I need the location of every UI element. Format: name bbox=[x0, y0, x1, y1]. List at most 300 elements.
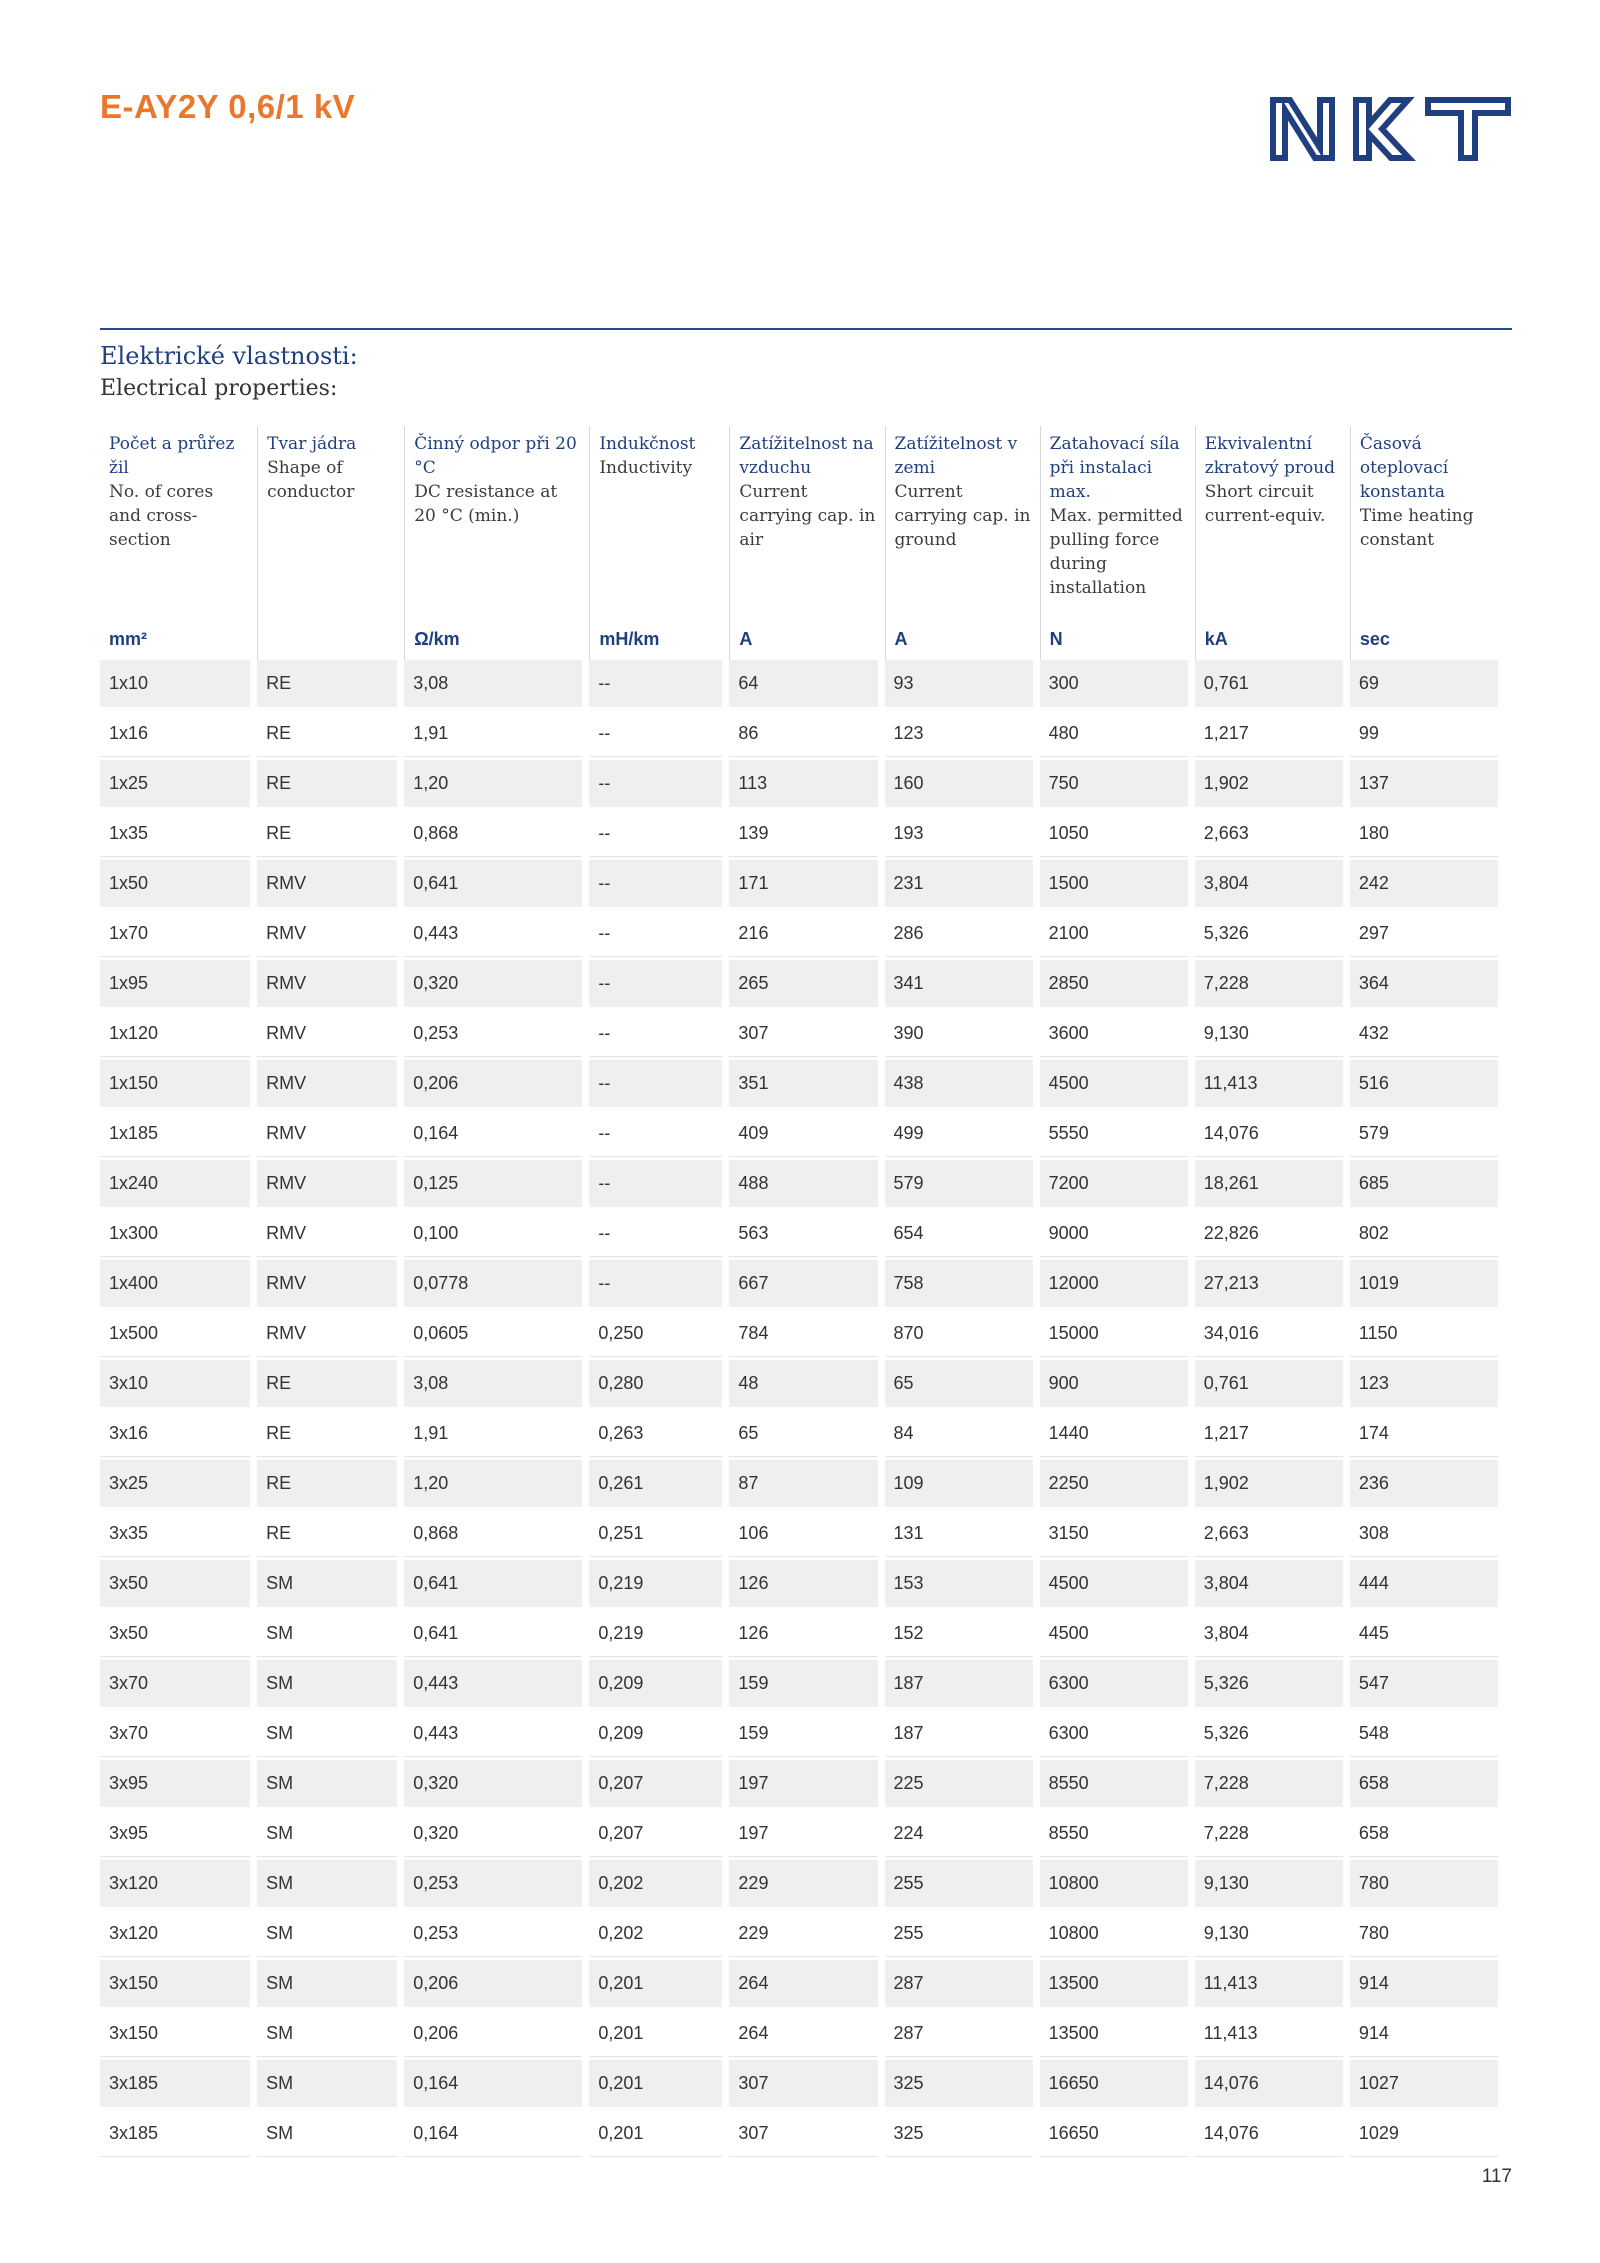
table-cell: 0,100 bbox=[404, 1210, 582, 1260]
table-cell: 123 bbox=[1350, 1360, 1498, 1410]
table-cell: 3150 bbox=[1040, 1510, 1188, 1560]
table-cell: 3x150 bbox=[100, 1960, 250, 2010]
table-cell: 216 bbox=[729, 910, 877, 960]
table-cell: 3x25 bbox=[100, 1460, 250, 1510]
table-cell: 160 bbox=[885, 760, 1033, 810]
table-cell: RE bbox=[257, 1360, 397, 1410]
table-row bbox=[100, 1560, 1498, 1610]
table-cell: 547 bbox=[1350, 1660, 1498, 1710]
table-cell: 264 bbox=[729, 2010, 877, 2060]
nkt-logo bbox=[1268, 96, 1512, 162]
table-cell: 0,202 bbox=[589, 1860, 722, 1910]
table-cell: 255 bbox=[885, 1910, 1033, 1960]
table-cell: 7,228 bbox=[1195, 1760, 1343, 1810]
table-cell: 0,209 bbox=[589, 1660, 722, 1710]
table-cell: SM bbox=[257, 2060, 397, 2110]
table-cell: 0,206 bbox=[404, 2010, 582, 2060]
unit-label: A bbox=[729, 614, 877, 660]
table-cell: 10800 bbox=[1040, 1910, 1188, 1960]
table-cell: RMV bbox=[257, 1260, 397, 1310]
table-cell: 1,91 bbox=[404, 1410, 582, 1460]
table-cell: 242 bbox=[1350, 860, 1498, 910]
table-cell: RE bbox=[257, 810, 397, 860]
table-cell: -- bbox=[589, 760, 722, 810]
table-cell: 0,263 bbox=[589, 1410, 722, 1460]
table-cell: 0,641 bbox=[404, 1610, 582, 1660]
table-cell: 65 bbox=[729, 1410, 877, 1460]
table-cell: 784 bbox=[729, 1310, 877, 1360]
table-cell: 123 bbox=[885, 710, 1033, 760]
table-cell: 750 bbox=[1040, 760, 1188, 810]
table-cell: 152 bbox=[885, 1610, 1033, 1660]
table-cell: 0,443 bbox=[404, 910, 582, 960]
table-cell: 174 bbox=[1350, 1410, 1498, 1460]
table-cell: 658 bbox=[1350, 1760, 1498, 1810]
table-cell: SM bbox=[257, 1760, 397, 1810]
table-cell: 5,326 bbox=[1195, 1710, 1343, 1760]
table-cell: RMV bbox=[257, 1060, 397, 1110]
table-cell: 0,320 bbox=[404, 960, 582, 1010]
table-cell: -- bbox=[589, 1010, 722, 1060]
table-cell: 0,641 bbox=[404, 1560, 582, 1610]
table-cell: 3x35 bbox=[100, 1510, 250, 1560]
table-cell: 3x95 bbox=[100, 1760, 250, 1810]
table-cell: 2,663 bbox=[1195, 1510, 1343, 1560]
table-row bbox=[100, 1410, 1498, 1460]
table-cell: 0,761 bbox=[1195, 660, 1343, 710]
table-cell: SM bbox=[257, 2110, 397, 2160]
table-cell: 444 bbox=[1350, 1560, 1498, 1610]
table-cell: 325 bbox=[885, 2110, 1033, 2160]
table-cell: 390 bbox=[885, 1010, 1033, 1060]
section-subtitle: Electrical properties: bbox=[100, 376, 338, 401]
table-cell: 8550 bbox=[1040, 1760, 1188, 1810]
table-row bbox=[100, 1910, 1498, 1960]
table-cell: 286 bbox=[885, 910, 1033, 960]
table-cell: 236 bbox=[1350, 1460, 1498, 1510]
table-cell: 87 bbox=[729, 1460, 877, 1510]
table-cell: 0,219 bbox=[589, 1560, 722, 1610]
table-cell: RMV bbox=[257, 910, 397, 960]
table-cell: 308 bbox=[1350, 1510, 1498, 1560]
table-cell: SM bbox=[257, 1660, 397, 1710]
table-cell: RMV bbox=[257, 860, 397, 910]
table-cell: 3x95 bbox=[100, 1810, 250, 1860]
table-cell: 0,201 bbox=[589, 1960, 722, 2010]
table-cell: 480 bbox=[1040, 710, 1188, 760]
table-cell: 0,0778 bbox=[404, 1260, 582, 1310]
table-cell: 3600 bbox=[1040, 1010, 1188, 1060]
table-cell: 224 bbox=[885, 1810, 1033, 1860]
table-cell: 69 bbox=[1350, 660, 1498, 710]
table-row bbox=[100, 1310, 1498, 1360]
table-cell: 341 bbox=[885, 960, 1033, 1010]
table-cell: 0,761 bbox=[1195, 1360, 1343, 1410]
table-cell: 187 bbox=[885, 1710, 1033, 1760]
table-cell: -- bbox=[589, 860, 722, 910]
table-cell: 685 bbox=[1350, 1160, 1498, 1210]
table-cell: 3x120 bbox=[100, 1860, 250, 1910]
table-cell: 16650 bbox=[1040, 2060, 1188, 2110]
table-cell: 667 bbox=[729, 1260, 877, 1310]
table-cell: 13500 bbox=[1040, 2010, 1188, 2060]
table-cell: 9000 bbox=[1040, 1210, 1188, 1260]
table-row bbox=[100, 1510, 1498, 1560]
table-cell: RE bbox=[257, 760, 397, 810]
table-cell: 171 bbox=[729, 860, 877, 910]
table-cell: 3x120 bbox=[100, 1910, 250, 1960]
table-cell: RMV bbox=[257, 1110, 397, 1160]
table-cell: 4500 bbox=[1040, 1610, 1188, 1660]
table-cell: 0,320 bbox=[404, 1760, 582, 1810]
section-title: Elektrické vlastnosti: bbox=[100, 342, 358, 370]
table-cell: 1x500 bbox=[100, 1310, 250, 1360]
column-header: Ekvivalentní zkratový proud Short circuit current-equiv. bbox=[1195, 426, 1343, 614]
table-cell: 3x185 bbox=[100, 2060, 250, 2110]
table-cell: RMV bbox=[257, 1310, 397, 1360]
page-number: 117 bbox=[1481, 2166, 1512, 2187]
table-cell: 109 bbox=[885, 1460, 1033, 1510]
table-cell: 3x185 bbox=[100, 2110, 250, 2160]
table-cell: RE bbox=[257, 710, 397, 760]
unit-label: A bbox=[885, 614, 1033, 660]
table-row bbox=[100, 1860, 1498, 1910]
table-cell: SM bbox=[257, 1960, 397, 2010]
table-cell: 13500 bbox=[1040, 1960, 1188, 2010]
table-cell: 0,261 bbox=[589, 1460, 722, 1510]
table-cell: SM bbox=[257, 1910, 397, 1960]
table-cell: 2850 bbox=[1040, 960, 1188, 1010]
table-cell: 2100 bbox=[1040, 910, 1188, 960]
table-cell: 0,164 bbox=[404, 2110, 582, 2160]
table-cell: 193 bbox=[885, 810, 1033, 860]
column-header: Počet a průřez žil No. of cores and cross-section bbox=[109, 434, 235, 550]
table-row bbox=[100, 1210, 1498, 1260]
table-cell: 7,228 bbox=[1195, 1810, 1343, 1860]
table-cell: 137 bbox=[1350, 760, 1498, 810]
table-cell: 3x70 bbox=[100, 1660, 250, 1710]
table-cell: SM bbox=[257, 1710, 397, 1760]
table-cell: 1x150 bbox=[100, 1060, 250, 1110]
table-cell: 579 bbox=[885, 1160, 1033, 1210]
table-cell: 1x25 bbox=[100, 760, 250, 810]
table-cell: -- bbox=[589, 1110, 722, 1160]
table-cell: -- bbox=[589, 710, 722, 760]
table-cell: 563 bbox=[729, 1210, 877, 1260]
table-cell: 6300 bbox=[1040, 1710, 1188, 1760]
table-cell: 8550 bbox=[1040, 1810, 1188, 1860]
table-cell: 159 bbox=[729, 1660, 877, 1710]
table-cell: RMV bbox=[257, 960, 397, 1010]
table-cell: RMV bbox=[257, 1160, 397, 1210]
table-row bbox=[100, 1660, 1498, 1710]
table-cell: -- bbox=[589, 810, 722, 860]
table-cell: 658 bbox=[1350, 1810, 1498, 1860]
table-cell: 287 bbox=[885, 1960, 1033, 2010]
table-cell: 6300 bbox=[1040, 1660, 1188, 1710]
table-cell: 197 bbox=[729, 1810, 877, 1860]
table-cell: 1x240 bbox=[100, 1160, 250, 1210]
table-cell: 255 bbox=[885, 1860, 1033, 1910]
table-cell: 99 bbox=[1350, 710, 1498, 760]
table-cell: 14,076 bbox=[1195, 1110, 1343, 1160]
table-cell: 3,08 bbox=[404, 1360, 582, 1410]
table-cell: RMV bbox=[257, 1010, 397, 1060]
table-cell: 0,253 bbox=[404, 1910, 582, 1960]
table-row bbox=[100, 1710, 1498, 1760]
table-cell: 153 bbox=[885, 1560, 1033, 1610]
table-cell: 0,206 bbox=[404, 1960, 582, 2010]
table-cell: 2,663 bbox=[1195, 810, 1343, 860]
table-cell: SM bbox=[257, 2010, 397, 2060]
table-row bbox=[100, 710, 1498, 760]
table-cell: -- bbox=[589, 910, 722, 960]
page-title: E-AY2Y 0,6/1 kV bbox=[100, 88, 356, 125]
table-row bbox=[100, 1060, 1498, 1110]
table-cell: 0,164 bbox=[404, 1110, 582, 1160]
table-cell: -- bbox=[589, 1210, 722, 1260]
table-cell: 106 bbox=[729, 1510, 877, 1560]
table-cell: 0,201 bbox=[589, 2010, 722, 2060]
unit-label bbox=[257, 614, 397, 660]
column-header: Indukčnost Inductivity bbox=[589, 426, 722, 614]
table-cell: 1x16 bbox=[100, 710, 250, 760]
table-row bbox=[100, 1160, 1498, 1210]
table-cell: 139 bbox=[729, 810, 877, 860]
table-cell: 0,206 bbox=[404, 1060, 582, 1110]
table-cell: 780 bbox=[1350, 1910, 1498, 1960]
table-cell: 11,413 bbox=[1195, 2010, 1343, 2060]
table-cell: 159 bbox=[729, 1710, 877, 1760]
table-cell: 1440 bbox=[1040, 1410, 1188, 1460]
table-cell: 187 bbox=[885, 1660, 1033, 1710]
table-cell: 0,253 bbox=[404, 1860, 582, 1910]
table-cell: 0,207 bbox=[589, 1760, 722, 1810]
table-cell: 265 bbox=[729, 960, 877, 1010]
table-cell: 14,076 bbox=[1195, 2060, 1343, 2110]
table-row bbox=[100, 960, 1498, 1010]
unit-label: sec bbox=[1350, 614, 1498, 660]
table-cell: 516 bbox=[1350, 1060, 1498, 1110]
table-cell: 16650 bbox=[1040, 2110, 1188, 2160]
table-cell: 1x70 bbox=[100, 910, 250, 960]
table-cell: 65 bbox=[885, 1360, 1033, 1410]
table-row bbox=[100, 1010, 1498, 1060]
table-cell: 126 bbox=[729, 1560, 877, 1610]
section-divider bbox=[100, 328, 1512, 330]
table-cell: 229 bbox=[729, 1910, 877, 1960]
table-cell: 27,213 bbox=[1195, 1260, 1343, 1310]
table-cell: 1x120 bbox=[100, 1010, 250, 1060]
table-cell: 0,868 bbox=[404, 1510, 582, 1560]
table-cell: 225 bbox=[885, 1760, 1033, 1810]
table-cell: 3x50 bbox=[100, 1610, 250, 1660]
table-row bbox=[100, 1610, 1498, 1660]
table-cell: 229 bbox=[729, 1860, 877, 1910]
table-cell: 34,016 bbox=[1195, 1310, 1343, 1360]
table-cell: 432 bbox=[1350, 1010, 1498, 1060]
table-cell: 1150 bbox=[1350, 1310, 1498, 1360]
table-cell: 1,217 bbox=[1195, 1410, 1343, 1460]
table-cell: 3x70 bbox=[100, 1710, 250, 1760]
unit-label: Ω/km bbox=[404, 614, 582, 660]
table-cell: 64 bbox=[729, 660, 877, 710]
table-cell: 93 bbox=[885, 660, 1033, 710]
table-cell: 14,076 bbox=[1195, 2110, 1343, 2160]
table-cell: 579 bbox=[1350, 1110, 1498, 1160]
table-row bbox=[100, 1110, 1498, 1160]
column-header: Tvar jádra Shape of conductor bbox=[257, 426, 397, 614]
table-cell: 3,804 bbox=[1195, 1560, 1343, 1610]
table-cell: 0,251 bbox=[589, 1510, 722, 1560]
table-cell: 488 bbox=[729, 1160, 877, 1210]
table-cell: 12000 bbox=[1040, 1260, 1188, 1310]
table-cell: 1,902 bbox=[1195, 760, 1343, 810]
table-cell: -- bbox=[589, 1060, 722, 1110]
table-cell: 0,219 bbox=[589, 1610, 722, 1660]
table-cell: 1x300 bbox=[100, 1210, 250, 1260]
table-cell: 1,20 bbox=[404, 760, 582, 810]
table-cell: 231 bbox=[885, 860, 1033, 910]
table-cell: 15000 bbox=[1040, 1310, 1188, 1360]
table-cell: 1027 bbox=[1350, 2060, 1498, 2110]
table-cell: 758 bbox=[885, 1260, 1033, 1310]
table-cell: 438 bbox=[885, 1060, 1033, 1110]
table-cell: 2250 bbox=[1040, 1460, 1188, 1510]
table-cell: RE bbox=[257, 1460, 397, 1510]
table-cell: 3,08 bbox=[404, 660, 582, 710]
table-row bbox=[100, 660, 1498, 710]
table-cell: 9,130 bbox=[1195, 1010, 1343, 1060]
table-cell: SM bbox=[257, 1860, 397, 1910]
table-cell: 1019 bbox=[1350, 1260, 1498, 1310]
table-row bbox=[100, 860, 1498, 910]
table-cell: 4500 bbox=[1040, 1560, 1188, 1610]
table-cell: 10800 bbox=[1040, 1860, 1188, 1910]
table-cell: 0,253 bbox=[404, 1010, 582, 1060]
table-row bbox=[100, 2010, 1498, 2060]
table-cell: RMV bbox=[257, 1210, 397, 1260]
table-cell: 1,20 bbox=[404, 1460, 582, 1510]
table-cell: 48 bbox=[729, 1360, 877, 1410]
table-cell: 4500 bbox=[1040, 1060, 1188, 1110]
table-cell: 5,326 bbox=[1195, 910, 1343, 960]
table-cell: 0,0605 bbox=[404, 1310, 582, 1360]
table-cell: 0,641 bbox=[404, 860, 582, 910]
table-cell: 3x50 bbox=[100, 1560, 250, 1610]
table-row bbox=[100, 1960, 1498, 2010]
table-cell: -- bbox=[589, 1160, 722, 1210]
table-cell: 548 bbox=[1350, 1710, 1498, 1760]
table-cell: 1,91 bbox=[404, 710, 582, 760]
table-row bbox=[100, 1760, 1498, 1810]
table-cell: 3,804 bbox=[1195, 860, 1343, 910]
table-cell: SM bbox=[257, 1810, 397, 1860]
column-header: Zatížitelnost v zemi Current carrying cap. in ground bbox=[885, 426, 1033, 614]
table-cell: 113 bbox=[729, 760, 877, 810]
table-cell: 802 bbox=[1350, 1210, 1498, 1260]
table-cell: RE bbox=[257, 660, 397, 710]
table-cell: 297 bbox=[1350, 910, 1498, 960]
table-row bbox=[100, 1260, 1498, 1310]
table-cell: 0,280 bbox=[589, 1360, 722, 1410]
table-row bbox=[100, 810, 1498, 860]
table-cell: 1029 bbox=[1350, 2110, 1498, 2160]
table-cell: 131 bbox=[885, 1510, 1033, 1560]
column-header: Časová oteplovací konstanta Time heating constant bbox=[1350, 426, 1498, 614]
table-cell: 307 bbox=[729, 2110, 877, 2160]
table-row bbox=[100, 1360, 1498, 1410]
unit-label: mH/km bbox=[589, 614, 722, 660]
table-cell: RE bbox=[257, 1410, 397, 1460]
table-cell: 3x10 bbox=[100, 1360, 250, 1410]
table-row bbox=[100, 1460, 1498, 1510]
table-cell: 3,804 bbox=[1195, 1610, 1343, 1660]
table-row bbox=[100, 910, 1498, 960]
table-body bbox=[100, 660, 1498, 2160]
table-row bbox=[100, 760, 1498, 810]
table-cell: 0,201 bbox=[589, 2060, 722, 2110]
table-cell: 1x95 bbox=[100, 960, 250, 1010]
table-cell: 1x400 bbox=[100, 1260, 250, 1310]
table-cell: 1,217 bbox=[1195, 710, 1343, 760]
table-cell: -- bbox=[589, 960, 722, 1010]
table-cell: 1x10 bbox=[100, 660, 250, 710]
table-cell: 0,125 bbox=[404, 1160, 582, 1210]
table-cell: 86 bbox=[729, 710, 877, 760]
table-cell: 1x35 bbox=[100, 810, 250, 860]
table-cell: 9,130 bbox=[1195, 1860, 1343, 1910]
unit-row bbox=[100, 614, 1498, 660]
table-cell: 1500 bbox=[1040, 860, 1188, 910]
table-row bbox=[100, 2060, 1498, 2110]
table-cell: 1x185 bbox=[100, 1110, 250, 1160]
table-cell: 3x150 bbox=[100, 2010, 250, 2060]
table-cell: 11,413 bbox=[1195, 1960, 1343, 2010]
table-cell: 126 bbox=[729, 1610, 877, 1660]
table-cell: 0,868 bbox=[404, 810, 582, 860]
table-cell: -- bbox=[589, 1260, 722, 1310]
table-cell: 0,202 bbox=[589, 1910, 722, 1960]
table-cell: 0,250 bbox=[589, 1310, 722, 1360]
table-cell: 0,207 bbox=[589, 1810, 722, 1860]
table-cell: 0,164 bbox=[404, 2060, 582, 2110]
table-cell: 307 bbox=[729, 2060, 877, 2110]
table-row bbox=[100, 2110, 1498, 2160]
table-cell: 300 bbox=[1040, 660, 1188, 710]
table-cell: 654 bbox=[885, 1210, 1033, 1260]
header-row bbox=[100, 426, 1498, 614]
table-cell: 18,261 bbox=[1195, 1160, 1343, 1210]
column-header: Zatahovací síla při instalaci max. Max. permitted pulling force during installation bbox=[1040, 426, 1188, 614]
table-cell: 84 bbox=[885, 1410, 1033, 1460]
table-cell: 1,902 bbox=[1195, 1460, 1343, 1510]
table-cell: 264 bbox=[729, 1960, 877, 2010]
table-cell: 7200 bbox=[1040, 1160, 1188, 1210]
table-cell: 5,326 bbox=[1195, 1660, 1343, 1710]
column-header: Zatížitelnost na vzduchu Current carrying cap. in air bbox=[729, 426, 877, 614]
table-cell: RE bbox=[257, 1510, 397, 1560]
table-cell: 5550 bbox=[1040, 1110, 1188, 1160]
table-cell: 780 bbox=[1350, 1860, 1498, 1910]
table-cell: 11,413 bbox=[1195, 1060, 1343, 1110]
table-cell: 1050 bbox=[1040, 810, 1188, 860]
table-cell: 307 bbox=[729, 1010, 877, 1060]
table-cell: 914 bbox=[1350, 2010, 1498, 2060]
table-cell: 364 bbox=[1350, 960, 1498, 1010]
table-cell: 409 bbox=[729, 1110, 877, 1160]
table-cell: SM bbox=[257, 1560, 397, 1610]
